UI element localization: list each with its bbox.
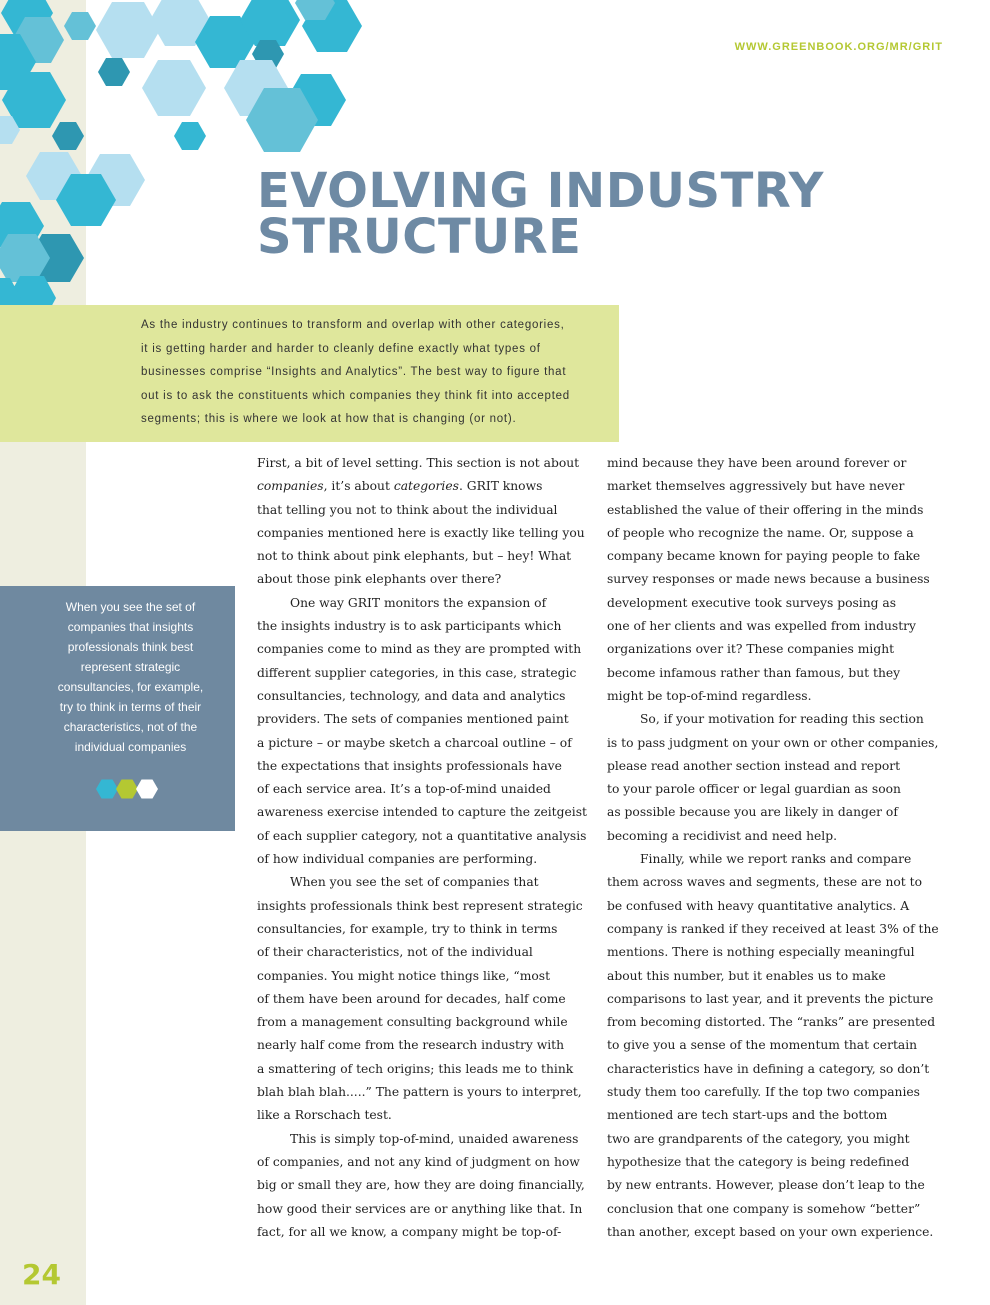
intro-line: it is getting harder and harder to cleanly define exactly what types of: [141, 342, 541, 355]
hexagon-dot-green: [116, 780, 138, 799]
body-line: So, if your motivation for reading this section: [640, 712, 924, 727]
body-line: is to pass judgment on your own or other companies,: [607, 735, 939, 750]
body-line: to give you a sense of the momentum that certain: [607, 1038, 918, 1053]
body-line: companies come to mind as they are prompted with: [257, 642, 582, 657]
body-line: mentioned are tech start-ups and the bottom: [607, 1108, 888, 1123]
body-line: a picture – or maybe sketch a charcoal outline – of: [257, 735, 572, 750]
pullquote-line: try to think in terms of their: [59, 700, 202, 714]
body-line: development executive took surveys posing as: [607, 595, 897, 610]
body-line: When you see the set of companies that: [290, 875, 539, 890]
body-line: about this number, but it enables us to make: [607, 968, 886, 983]
body-line: be confused with heavy quantitative analytics. A: [607, 898, 910, 913]
body-column-right: [607, 452, 942, 1244]
hexagon-shape: [174, 122, 206, 150]
body-line: from a management consulting background while: [257, 1015, 568, 1030]
body-line: mind because they have been around forever or: [607, 456, 907, 470]
hexagon-dot-blue: [96, 780, 118, 799]
intro-text: [141, 314, 611, 432]
pullquote-line: professionals think best: [67, 640, 194, 654]
body-line: might be top-of-mind regardless.: [607, 688, 812, 703]
pullquote-line: companies that insights: [67, 620, 194, 634]
intro-line: segments; this is where we look at how that is changing (or not).: [141, 413, 517, 425]
hexagon-dot-white: [136, 780, 158, 799]
body-line: First, a bit of level setting. This section is not about: [257, 456, 580, 470]
body-line: company became known for paying people to fake: [607, 549, 921, 564]
emphasis: categories: [393, 479, 459, 494]
body-column-left: [257, 452, 592, 1244]
body-line: comparisons to last year, and it prevents the picture: [607, 991, 934, 1006]
body-line: of companies, and not any kind of judgment on how: [257, 1154, 580, 1169]
body-line: companies. You might notice things like, “most: [257, 968, 551, 983]
body-line: established the value of their offering in the minds: [607, 502, 924, 517]
hexagon-shape: [96, 2, 160, 58]
body-line: like a Rorschach test.: [257, 1108, 392, 1123]
header-url: WWW.GREENBOOK.ORG/MR/GRIT: [734, 41, 943, 53]
body-line: market themselves aggressively but have never: [607, 479, 905, 494]
body-line: not to think about pink elephants, but – hey! What: [257, 549, 572, 564]
body-line: consultancies, technology, and data and analytics: [257, 688, 566, 703]
page-title-line: EVOLVING INDUSTRY: [257, 163, 824, 219]
body-line: Finally, while we report ranks and compare: [640, 852, 912, 867]
body-line: become infamous rather than famous, but they: [607, 665, 901, 680]
body-line: companies, it’s about categories. GRIT knows: [257, 479, 543, 494]
body-line: of people who recognize the name. Or, suppose a: [607, 525, 914, 540]
page-title: [257, 163, 937, 265]
body-line: big or small they are, how they are doing financially,: [257, 1178, 585, 1193]
body-line: of each supplier category, not a quantitative analysis: [257, 828, 587, 843]
body-line: by new entrants. However, please don’t leap to the: [607, 1178, 925, 1193]
hexagon-shape: [64, 12, 96, 40]
body-line: This is simply top-of-mind, unaided awareness: [290, 1131, 579, 1146]
page-title-line: STRUCTURE: [257, 209, 582, 265]
body-line: organizations over it? These companies might: [607, 642, 895, 657]
body-line: conclusion that one company is somehow “better”: [607, 1201, 921, 1216]
body-line: survey responses or made news because a business: [607, 572, 930, 587]
body-line: insights professionals think best represent strategic: [257, 898, 583, 913]
intro-line: businesses comprise “Insights and Analytics”. The best way to figure that: [141, 366, 567, 378]
body-line: different supplier categories, in this case, strategic: [257, 665, 577, 680]
body-line: mentions. There is nothing especially meaningful: [607, 945, 915, 960]
body-line: company is ranked if they received at least 3% of the: [607, 921, 939, 936]
body-line: characteristics have in defining a category, so don’t: [607, 1061, 930, 1076]
body-line: how good their services are or anything like that. In: [257, 1201, 583, 1216]
hexagon-shape: [98, 58, 130, 86]
pullquote-line: When you see the set of: [65, 600, 196, 614]
pullquote-line: consultancies, for example,: [57, 680, 204, 694]
body-line: of their characteristics, not of the individual: [257, 945, 533, 960]
hexagon-shape: [52, 122, 84, 150]
body-line: as possible because you are likely in danger of: [607, 805, 898, 820]
intro-line: out is to ask the constituents which companies they think fit into accepted: [141, 389, 570, 402]
hexagon-dots-icon: [96, 776, 162, 802]
body-line: awareness exercise intended to capture the zeitgeist: [257, 805, 587, 820]
body-line: the insights industry is to ask participants which: [257, 619, 562, 634]
body-line: study them too carefully. If the top two companies: [607, 1085, 920, 1100]
body-line: One way GRIT monitors the expansion of: [290, 595, 547, 610]
body-line: a smattering of tech origins; this leads me to think: [257, 1061, 574, 1076]
hexagon-shape: [142, 60, 206, 116]
body-line: consultancies, for example, try to think in terms: [257, 921, 558, 936]
body-line: from becoming distorted. The “ranks” are presented: [607, 1015, 936, 1030]
pullquote-text: [28, 597, 233, 757]
body-line: than another, except based on your own experience.: [607, 1224, 934, 1239]
body-line: to your parole officer or legal guardian as soon: [607, 782, 901, 797]
body-line: fact, for all we know, a company might be top-of-: [257, 1224, 562, 1239]
body-line: them across waves and segments, these are not to: [607, 875, 923, 890]
body-line: nearly half come from the research industry with: [257, 1038, 565, 1053]
emphasis: companies: [257, 479, 324, 494]
body-line: the expectations that insights professionals have: [257, 758, 562, 773]
body-line: blah blah blah.....” The pattern is yours to interpret,: [257, 1085, 582, 1100]
pullquote-line: characteristics, not of the: [63, 720, 198, 734]
body-line: providers. The sets of companies mentioned paint: [257, 712, 569, 727]
body-line: becoming a recidivist and need help.: [607, 828, 837, 843]
page-number: 24: [22, 1258, 61, 1291]
intro-line: As the industry continues to transform and overlap with other categories,: [141, 319, 565, 331]
body-line: of them have been around for decades, half come: [257, 991, 566, 1006]
pullquote-line: individual companies: [74, 740, 187, 754]
body-line: that telling you not to think about the individual: [257, 502, 558, 517]
body-line: hypothesize that the category is being redefined: [607, 1154, 910, 1169]
body-line: of how individual companies are performing.: [257, 852, 538, 867]
pullquote-line: represent strategic: [80, 660, 181, 674]
body-line: about those pink elephants over there?: [257, 572, 502, 587]
body-line: of each service area. It’s a top-of-mind unaided: [257, 782, 551, 797]
body-line: companies mentioned here is exactly like telling you: [257, 525, 585, 540]
body-line: please read another section instead and report: [607, 758, 901, 773]
body-line: one of her clients and was expelled from industry: [607, 619, 916, 634]
body-line: two are grandparents of the category, you might: [607, 1131, 910, 1146]
